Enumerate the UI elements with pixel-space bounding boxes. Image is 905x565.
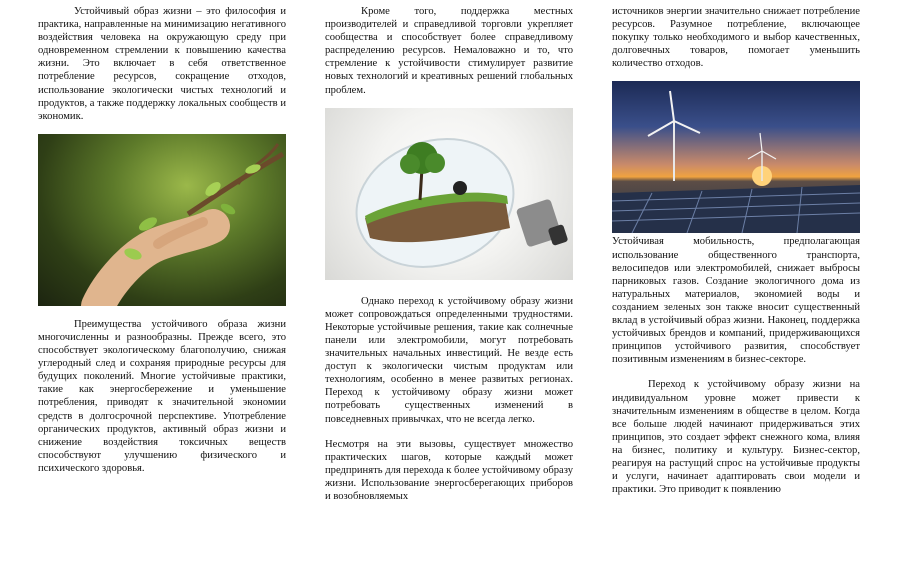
paragraph: Устойчивая мобильность, предполагающая использование общественного транспорта, велосипедов или электромобилей, снижает выбросы парниковых газов. Создание экологичного дома из натуральных материалов, экономией воды и созданием зеленых зон также вносит существенный вклад в устойчивый образ жизни. Наконец, поддержка устойчивых брендов и компаний, придерживающихся принципов устойчивого развития, способствует позитивным изменениям в бизнес-секторе. — [612, 236, 860, 366]
column-2 — [325, 0, 573, 503]
column-1 — [38, 0, 286, 475]
hand-holding-branch-image — [38, 134, 286, 306]
paragraph: Несмотря на эти вызовы, существует множество практических шагов, которые каждый может предпринять для перехода к более устойчивому образу жизни. Использование энергосберегающих приборов и возобновляемых — [325, 438, 574, 502]
light-bulb-tree-image — [325, 108, 573, 280]
paragraph: Устойчивый образ жизни – это философия и практика, направленные на минимизацию негативного воздействия человека на окружающую среду при одновременном стремлении к повышению качества жизни. Это включает в себя ответственное потребление ресурсов, сокращение отходов, использование экологически чистых технологий и продуктов, а также поддержку локальных сообществ и экономик. — [38, 6, 286, 122]
paragraph: Кроме того, поддержка местных производителей и справедливой торговли укрепляет сообщества и способствует более справедливому распределению ресурсов. Немаловажно и то, что стремление к устойчивости стимулирует развитие новых технологий и креативных решений глобальных проблем. — [325, 6, 573, 96]
paragraph: источников энергии значительно снижает потребление ресурсов. Разумное потребление, включающее покупку только необходимого и выбор качественных, долговечных товаров, помогает уменьшить количество отходов. — [612, 6, 860, 70]
wind-turbines-solar-panels-image — [612, 81, 860, 233]
paragraph: Переход к устойчивому образу жизни на индивидуальном уровне может привести к значительным изменениям в обществе в целом. Когда все больше людей начинают придерживаться этих принципов, это создает эффект снежного кома, влияя на бизнес, политику и культуру. Бизнес-сектор, реагируя на растущий спрос на устойчивые продукты и услуги, начинает адаптировать свои модели и практики. Это приводит к появлению — [612, 379, 860, 496]
paragraph: Однако переход к устойчивому образу жизни может сопровождаться определенными трудностями. Некоторые устойчивые решения, такие как солнечные панели или электромобили, могут потребовать значительных начальных инвестиций. Не везде есть доступ к экологически чистым продуктам или технологиям, особенно в менее развитых регионах. Переход к устойчивому образу жизни может потребовать существенных изменений в повседневных привычках, что не всегда легко. — [325, 295, 573, 425]
column-3 — [612, 0, 860, 496]
paragraph: Преимущества устойчивого образа жизни многочисленны и разнообразны. Прежде всего, это способствует экологическому благополучию, снижая углеродный след и сохраняя природные ресурсы для будущих поколений. Многие устойчивые практики, такие как энергосбережение и уменьшение потребления, приводят к значительной экономии средств в долгосрочной перспективе. Употребление органических продуктов, активный образ жизни и снижение воздействия токсичных веществ способствуют улучшению физического и психического здоровья. — [38, 318, 286, 474]
